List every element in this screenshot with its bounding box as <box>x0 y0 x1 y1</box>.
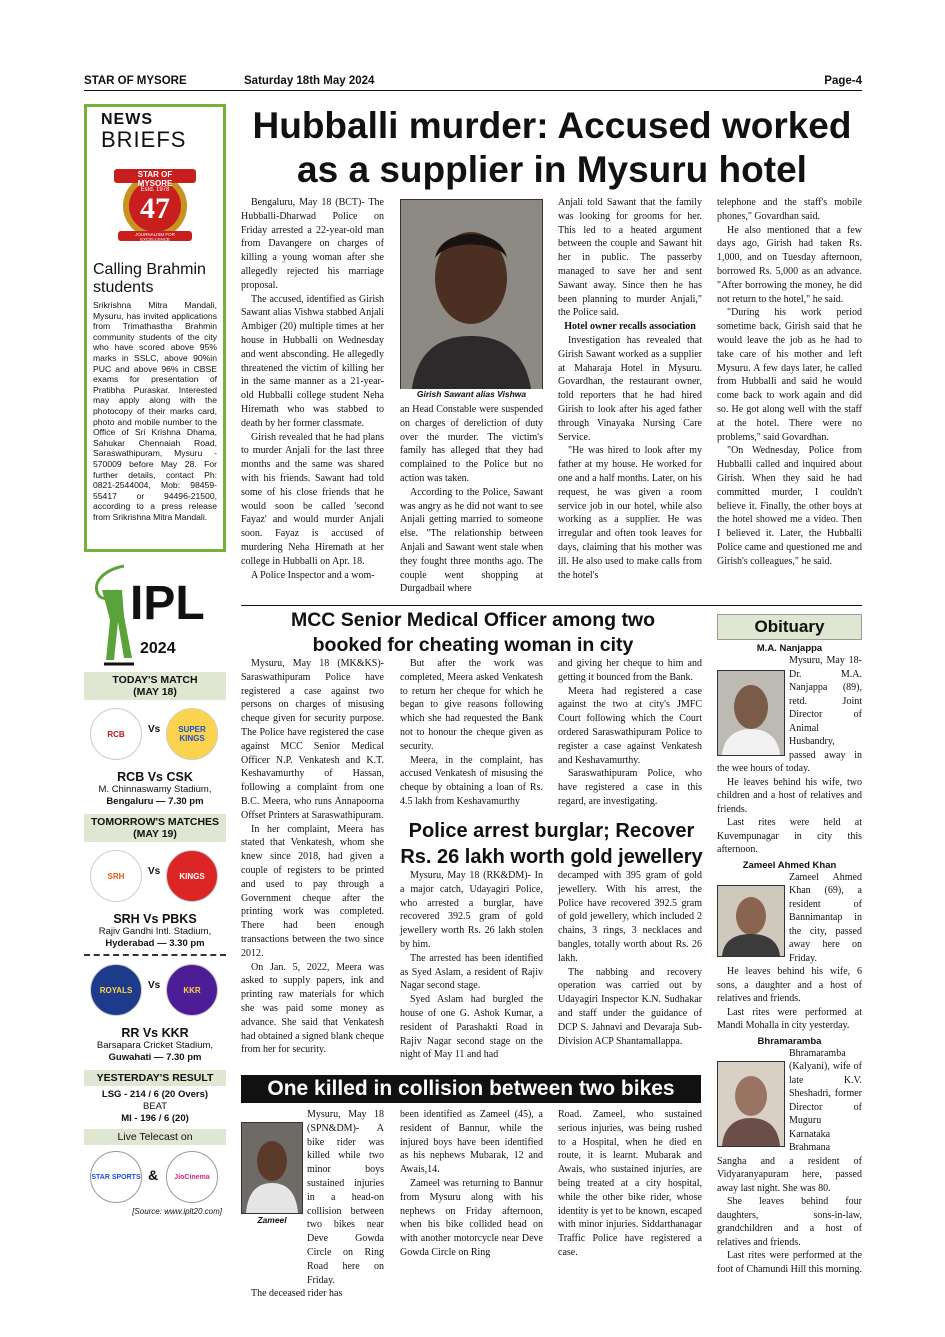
jiocinema-logo-icon: JioCinema <box>166 1151 218 1203</box>
result-line-2: BEAT <box>142 1101 168 1112</box>
match1-venue: M. Chinnaswamy Stadium, <box>98 784 212 795</box>
paragraph: The deceased rider has <box>251 1288 343 1300</box>
story1-col4 <box>717 196 862 569</box>
emblem-number: 47 <box>140 192 170 225</box>
paragraph: Meera, in the complaint, has accused Venkatesh of misusing the cheque by obtaining a loan of Rs. 4.5 lakh from Keshavamurthy <box>400 754 543 807</box>
story2-col2 <box>400 657 543 809</box>
todays-match-label: TODAY'S MATCH <box>112 674 198 686</box>
sidebar <box>84 104 226 1254</box>
star-sports-logo-icon: STAR SPORTS <box>90 1151 142 1203</box>
ampersand: & <box>148 1167 159 1183</box>
headline-line-1: Hubballi murder: Accused worked <box>252 105 852 146</box>
todays-match-date: (MAY 18) <box>133 686 177 698</box>
headline-mcc <box>236 608 710 658</box>
story2-col1 <box>241 657 384 1057</box>
obit-name-1: M.A. Nanjappa <box>756 643 823 654</box>
paragraph: decamped with 395 gram of gold jewellery. With his arrest, the Police have recovered 392.5 gram of gold jewellery, which included 2 chains, 3 rings, 3 necklaces and bangles, totally worth about Rs. 26 lakh. <box>558 870 702 964</box>
match-rcb-csk <box>84 700 226 770</box>
paragraph: Investigation has revealed that Girish Sawant worked as a supplier at Maharaja Hotel in Mysuru. Govardhan, the restaurant owner, told reporters that he had hired Girish to look after his aged father through Vinayaka Nursing Care Service. <box>558 334 702 443</box>
subheading: Hotel owner recalls association <box>564 321 696 333</box>
paragraph: In her complaint, Meera has stated that Venkatesh, whom she knew since 2018, had given a couple of registers to be printed and used to pay through a Government cheque after the printing work was completed. There had been enough transactions between the two since 2012. <box>241 823 384 959</box>
paragraph: He leaves behind his wife, 6 sons, a daughter and a host of relatives and friends. <box>717 966 862 1004</box>
paragraph: A Police Inspector and a wom- <box>251 569 375 581</box>
masthead-name: STAR OF MYSORE <box>84 75 187 87</box>
paragraph: telephone and the staff's mobile phones," Govardhan said. <box>717 197 862 222</box>
headline-burglar <box>398 818 705 870</box>
story3-col2 <box>558 869 702 1048</box>
paragraph: She leaves behind four daughters, sons-in-law, grandchildren and a host of relatives and friends. <box>717 1196 862 1248</box>
obit-photo-1 <box>717 670 785 756</box>
live-telecast-band: Live Telecast on <box>84 1129 226 1145</box>
headline-line-2: as a supplier in Mysuru hotel <box>297 149 807 190</box>
ipl-logo <box>84 560 226 672</box>
ipl-year: 2024 <box>140 640 176 657</box>
paragraph: Mysuru, May 18 (RK&DM)- In a major catch, Udayagiri Police, who arrested a burglar, have recovered 392.5 gram of gold jewellery worth Rs. 26 lakh stolen by him. <box>400 870 543 950</box>
rule <box>241 605 862 606</box>
issue-date: Saturday 18th May 2024 <box>244 75 375 87</box>
match2-venue: Rajiv Gandhi Intl. Stadium, <box>98 926 212 937</box>
story4-col2 <box>400 1108 543 1260</box>
obituary-heading: Obituary <box>717 614 862 640</box>
paragraph: Syed Aslam had burgled the house of one G. Ashok Kumar, a resident of Parashakti Road in Rajiv Nagar second stage on the night of May 11 and had <box>400 994 543 1061</box>
news-label: NEWS <box>101 111 153 128</box>
csk-logo-icon: SUPER KINGS <box>166 708 218 760</box>
paragraph: The nabbing and recovery operation was carried out by Udayagiri Inspector K.N. Sudhakar and staff under the guidance of DCP S. Jahnavi and Devaraja Sub-Division ACP Shantamallappa. <box>558 966 702 1047</box>
paragraph: Zameel was returning to Bannur from Mysuru along with his nephews on Friday afternoon, when his bike collided head on with another motorcycle near Deve Gowda Circle on Ring <box>400 1177 543 1258</box>
anniversary-emblem <box>108 159 202 253</box>
story4-col3 <box>558 1108 702 1260</box>
paragraph: Last rites were performed at Mandi Mohalla in city yesterday. <box>717 1006 862 1031</box>
page-number: Page-4 <box>824 75 862 87</box>
emblem-top-text: STAR OF MYSORE <box>137 170 173 188</box>
paragraph: Meera had registered a case against the two at city's JMFC Court following which the Court ordered Saraswathipuram Police to register a case against Venkatesh and Keshavamurthy. <box>558 685 702 766</box>
accused-photo <box>400 199 543 397</box>
rr-logo-icon: ROYALS <box>90 964 142 1016</box>
paragraph: Girish revealed that he had plans to murder Anjali for the last three months and the same was shared with his friends. Sawant had told some of his close friends that he would soon be called 'second Fayaz' and would murder Anjali soon. Fayaz is accused of murdering Neha Hiremath at her college in Hubballi on Apr. 18. <box>241 431 384 567</box>
ipl-box <box>84 560 226 1250</box>
paragraph: The arrested has been identified as Syed Aslam, a resident of Rajiv Nagar second stage. <box>400 952 543 992</box>
story2-col3 <box>558 657 702 809</box>
paragraph: Mysuru, May 18 (MK&KS)- Saraswathipuram Police have registered a case against two persons on charges of misusing cheque given for security purpose. The Police have registered the case against MCC Senior Medical Officer N.P. Venkatesh and K.T. Keshavamurthy of Hassan, following a complaint from one B.C. Meera, who runs Annapoorna Offset Printers at Saraswathipuram. <box>241 658 384 821</box>
tomorrow-band <box>84 814 226 842</box>
paragraph: But after the work was completed, Meera asked Venkatesh to return her cheque for which he began to give reasons following which she had requested the Bank not to honour the cheque given as security. <box>400 658 543 752</box>
pbks-logo-icon: KINGS <box>166 850 218 902</box>
victim-caption: Zameel <box>241 1215 303 1225</box>
headline-line-2: booked for cheating woman in city <box>312 634 634 656</box>
paragraph: "On Wednesday, Police from Hubballi called and inquired about Girish. When they said he had committed murder, I couldn't believe it. Finally, the other boys at the hotel showed me a video. Then I believed it. Later, the Hubballi Police came and questioned me and Girish's colleagues," he said. <box>717 445 862 567</box>
paragraph: According to the Police, Sawant was angry as he did not want to see Anjali getting married to someone else. "The relationship between Anjali and Sawant went stale when they fought three months ago. The couple went shopping at Durgadbail where <box>400 486 543 595</box>
paragraph: He also mentioned that a few days ago, Girish had taken Rs. 1,000, and on Tuesday afternoon, borrowed Rs. 5,000 as an advance. "After borrowing the money, he did not return to the hotel," he said. <box>717 224 862 305</box>
obit-name-3: Bhramaramba <box>757 1035 822 1047</box>
emblem-bottom-text: JOURNALISM FOR EXCELLENCE <box>135 232 175 242</box>
match-srh-pbks <box>84 842 226 912</box>
paragraph: Zameel Ahmed Khan (69), a resident of Bannimantap in the city, passed away here on Friday. <box>789 871 862 964</box>
todays-match-band <box>84 672 226 700</box>
paragraph: Last rites were held at Kuvempunagar in city this afternoon. <box>717 817 862 855</box>
story3-col1 <box>400 869 543 1062</box>
match2-title: SRH Vs PBKS <box>113 912 197 926</box>
obit-photo-2 <box>717 885 785 957</box>
vs-label: Vs <box>148 866 161 877</box>
story4-col1 <box>241 1108 384 1301</box>
paragraph: Saraswathipuram Police, who have registered a case in this regard, are investigating. <box>558 768 702 807</box>
match1-title: RCB Vs CSK <box>117 770 193 784</box>
photo-caption: Girish Sawant alias Vishwa <box>400 389 543 399</box>
paragraph: Anjali told Sawant that the family was looking for grooms for her. This led to a heated argument between the couple and Sawant hit her in public. The passerby managed to save her and sent Sawant away. Since then he has been planning to murder Anjali," the Police said. <box>558 197 702 319</box>
emblem-estd: Estd. 1978 <box>140 187 170 193</box>
paragraph: The accused, identified as Girish Sawant alias Vishwa stabbed Anjali Ambiger (20) multiple times at her house in Hubballi on Wednesday and went absconding. He allegedly threatened the victim of killing her in the same manner as a 21-year-old Hubballi college student Neha Hiremath who was stabbed to death by her former classmate. <box>241 293 384 429</box>
paragraph: an Head Constable were suspended on charges of dereliction of duty over the murder. The victim's family has alleged that they had complained to the Police but no action was taken. <box>400 404 543 484</box>
broadcasters <box>84 1145 226 1207</box>
paragraph: Bengaluru, May 18 (BCT)- The Hubballi-Dharwad Police on Friday arrested a 22-year-old man from Davangere on charges of killing a young woman after she allegedly rejected his marriage proposal. <box>241 197 384 291</box>
srh-logo-icon: SRH <box>90 850 142 902</box>
match3-time: Guwahati — 7.30 pm <box>108 1052 202 1063</box>
story1-col3 <box>558 196 702 582</box>
match3-venue: Barsapara Cricket Stadium, <box>96 1040 214 1051</box>
headline-line-1: MCC Senior Medical Officer among two <box>290 609 656 631</box>
paragraph: Bhramaramba (Kalyani), wife of late K.V. Sheshadri, former Director of Muguru Karnataka Brahmana Sangha and a resident of Vidyaranyapuram here, passed away last night. She was 80. <box>717 1047 862 1194</box>
rcb-logo-icon: RCB <box>90 708 142 760</box>
match1-time: Bengaluru — 7.30 pm <box>106 796 204 807</box>
paragraph: On Jan. 5, 2022, Meera was asked to supply papers, ink and printing raw materials for which she was paid some money as advance. She said that Venkatesh had obtained a signed blank cheque from her for security. <box>241 961 384 1056</box>
match3-title: RR Vs KKR <box>121 1026 189 1040</box>
obituary-column <box>717 614 862 1276</box>
brief-body: Srikrishna Mitra Mandali, Mysuru, has invited applications from Trimathastha Brahmin community students of the city who have scored above 95% marks in SSLC, above 90%in PUC and above 96% in CBSE exams for presentation of Pratibha Puraskar. Interested may apply along with the photocopy of their marks card, photo and mobile number to the Office of Sri Krishna Dhama, Sahukar Chennaiah Road, Saraswathipuram, Mysuru - 570009 before May 28. For further details, contact Ph: 0821-2544004, Mob: 98459-55417 or 94496-21500, according to a press release from Srikrishna Mitra Mandali. <box>93 300 217 522</box>
person-photo-icon <box>401 200 542 396</box>
paragraph: Mysuru, May 18 (SPN&DM)- A bike rider was killed while two minor boys sustained injuries in a head-on collision between two bikes near Deve Gowda Circle on Ring Road here on Friday. <box>307 1109 384 1286</box>
paragraph: "During his work period sometime back, Girish said that he would leave the job as he had to take care of his mother and left Mysuru. A few days later, he called from Hubballi and said he would come back to work again and did so. He got along well with the staff at the hotel. There were no problems," said Govardhan. <box>717 307 862 443</box>
paragraph: Road. Zameel, who sustained serious injuries, was being rushed to a Hospital, when he died en route, it is learnt. Mubarak and Awais, who sustained injuries, are being treated at a city hospital, while the other bike rider, whose identity is yet to be known, escaped with minor injuries. Siddarthanagar Traffic Police have registered a case. <box>558 1109 702 1258</box>
tomorrow-date: (MAY 19) <box>133 828 177 840</box>
paragraph: "He was hired to look after my father at my house. He worked for one and a half months. Later, on his request, he was given a room service job in our hotel, while also working as a supplier. He was irregular and often took leaves for days, claiming that his mother was ill. He also used to make calls from the hotel's <box>558 445 702 581</box>
ipl-logo-text: IPL <box>130 577 205 630</box>
news-briefs-box <box>84 104 226 552</box>
kkr-logo-icon: KKR <box>166 964 218 1016</box>
match-rr-kkr <box>84 956 226 1026</box>
paragraph: and giving her cheque to him and getting it bounced from the Bank. <box>558 658 702 683</box>
headline-line-2: Rs. 26 lakh worth gold jewellery <box>400 846 703 868</box>
obit-name-2: Zameel Ahmed Khan <box>742 859 837 871</box>
headline-line-1: Police arrest burglar; Recover <box>408 820 695 842</box>
person-photo-icon <box>718 886 784 956</box>
brief-title: Calling Brahmin students <box>93 261 206 296</box>
story1-col2 <box>400 403 543 596</box>
result-line-3: MI - 196 / 6 (20) <box>121 1113 189 1124</box>
vs-label: Vs <box>148 980 161 991</box>
result-line-1: LSG - 214 / 6 (20 Overs) <box>101 1089 209 1100</box>
headline-hubballi <box>236 104 868 192</box>
source-note: [Source: www.iplt20.com] <box>132 1207 222 1216</box>
person-photo-icon <box>718 1062 784 1146</box>
yesterday-band: YESTERDAY'S RESULT <box>84 1070 226 1086</box>
match2-time: Hyderabad — 3.30 pm <box>105 938 205 949</box>
headline-bike-collision: One killed in collision between two bikes <box>241 1075 701 1103</box>
person-photo-icon <box>718 671 784 755</box>
paragraph: Mysuru, May 18- Dr. M.A. Nanjappa (89), retd. Joint Director of Animal Husbandry, passed away in the wee hours of today. <box>717 655 862 774</box>
tomorrow-label: TOMORROW'S MATCHES <box>90 816 220 828</box>
story1-col1 <box>241 196 384 582</box>
paragraph: He leaves behind his wife, two children and a host of relatives and friends. <box>717 776 862 815</box>
page-header <box>84 75 862 91</box>
obit-photo-3 <box>717 1061 785 1147</box>
vs-label: Vs <box>148 724 161 735</box>
paragraph: Last rites were performed at the foot of Chamundi Hill this morning. <box>717 1250 862 1275</box>
paragraph: been identified as Zameel (45), a resident of Bannur, while the injured boys have been identified as his nephews Mubarak, 12 and Awais,14. <box>400 1109 543 1176</box>
briefs-label: BRIEFS <box>101 127 187 152</box>
